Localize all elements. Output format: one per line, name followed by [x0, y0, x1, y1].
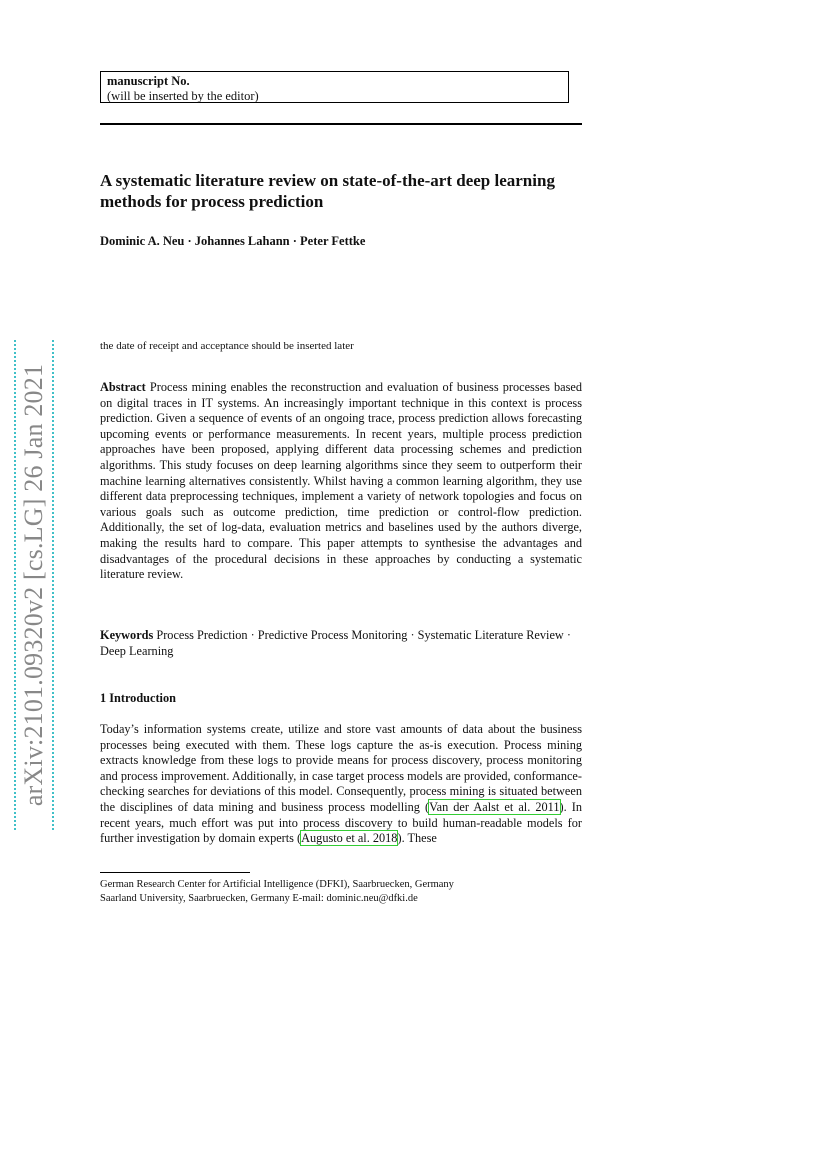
abstract: [100, 380, 582, 583]
affiliation-line-1: German Research Center for Artificial Intelligence (DFKI), Saarbruecken, Germany: [100, 879, 454, 890]
received-dates: the date of receipt and acceptance should be inserted later: [100, 340, 354, 352]
manuscript-label: manuscript No.: [107, 74, 190, 88]
footnote-rule: [100, 872, 250, 873]
citation-link-2[interactable]: Augusto et al. 2018: [301, 831, 398, 846]
affiliation-line-2: Saarland University, Saarbruecken, Germany E-mail: dominic.neu@dfki.de: [100, 892, 418, 904]
introduction-paragraph: [100, 722, 582, 847]
keywords-text: Process Prediction · Predictive Process Monitoring · Systematic Literature Review · Deep Learning: [100, 628, 571, 658]
keywords: [100, 628, 582, 659]
intro-text-2: ). In recent years, much effort was put into process discovery to build human-readable models for further investigation by domain experts (: [100, 799, 582, 846]
arxiv-id: arXiv:2101.09320v2 [cs.LG] 26 Jan 2021: [19, 363, 48, 807]
section-heading-introduction: 1 Introduction: [100, 691, 176, 705]
intro-text-3: ). These: [397, 831, 437, 846]
paper-title: A systematic literature review on state-of-the-art deep learning methods for process prediction: [100, 171, 555, 211]
arxiv-stamp[interactable]: [14, 340, 54, 830]
keywords-heading: Keywords: [100, 628, 154, 642]
manuscript-box: [100, 71, 569, 103]
manuscript-note: (will be inserted by the editor): [107, 89, 259, 103]
intro-text-1: Today’s information systems create, utilize and store vast amounts of data about the business processes being executed with them. These logs capture the as-is execution. Process mining extracts knowledge from these logs to provide means for process discovery, process monitoring and process improvement. Additionally, in case target process models are provided, conformance-checking searches for deviations of this model. Consequently, process mining is situated between the disciplines of data mining and business process modelling (: [100, 722, 582, 814]
authors: Dominic A. Neu · Johannes Lahann · Peter Fettke: [100, 234, 366, 248]
abstract-text: Process mining enables the reconstruction and evaluation of business processes based on digital traces in IT systems. An increasingly important technique in this context is process prediction. Given a sequence of events of an ongoing trace, process prediction allows forecasting upcoming events or performance measurements. In recent years, multiple process prediction approaches have been proposed, applying different data processing schemes and prediction algorithms. This study focuses on deep learning algorithms since they seem to outperform their machine learning alternatives consistently. Whilst having a common learning algorithm, they use different data preprocessing techniques, implement a variety of network topologies and focus on various goals such as outcome prediction, time prediction or control-flow prediction. Additionally, the set of log-data, evaluation metrics and baselines used by the authors diverge, making the results hard to compare. This paper attempts to synthesise the advantages and disadvantages of the procedural decisions in these approaches by conducting a systematic literature review.: [100, 380, 583, 582]
header-rule: [100, 123, 582, 125]
affiliation-footnote: [100, 878, 582, 905]
citation-link-1[interactable]: Van der Aalst et al. 2011: [429, 799, 560, 814]
abstract-heading: Abstract: [100, 380, 146, 394]
